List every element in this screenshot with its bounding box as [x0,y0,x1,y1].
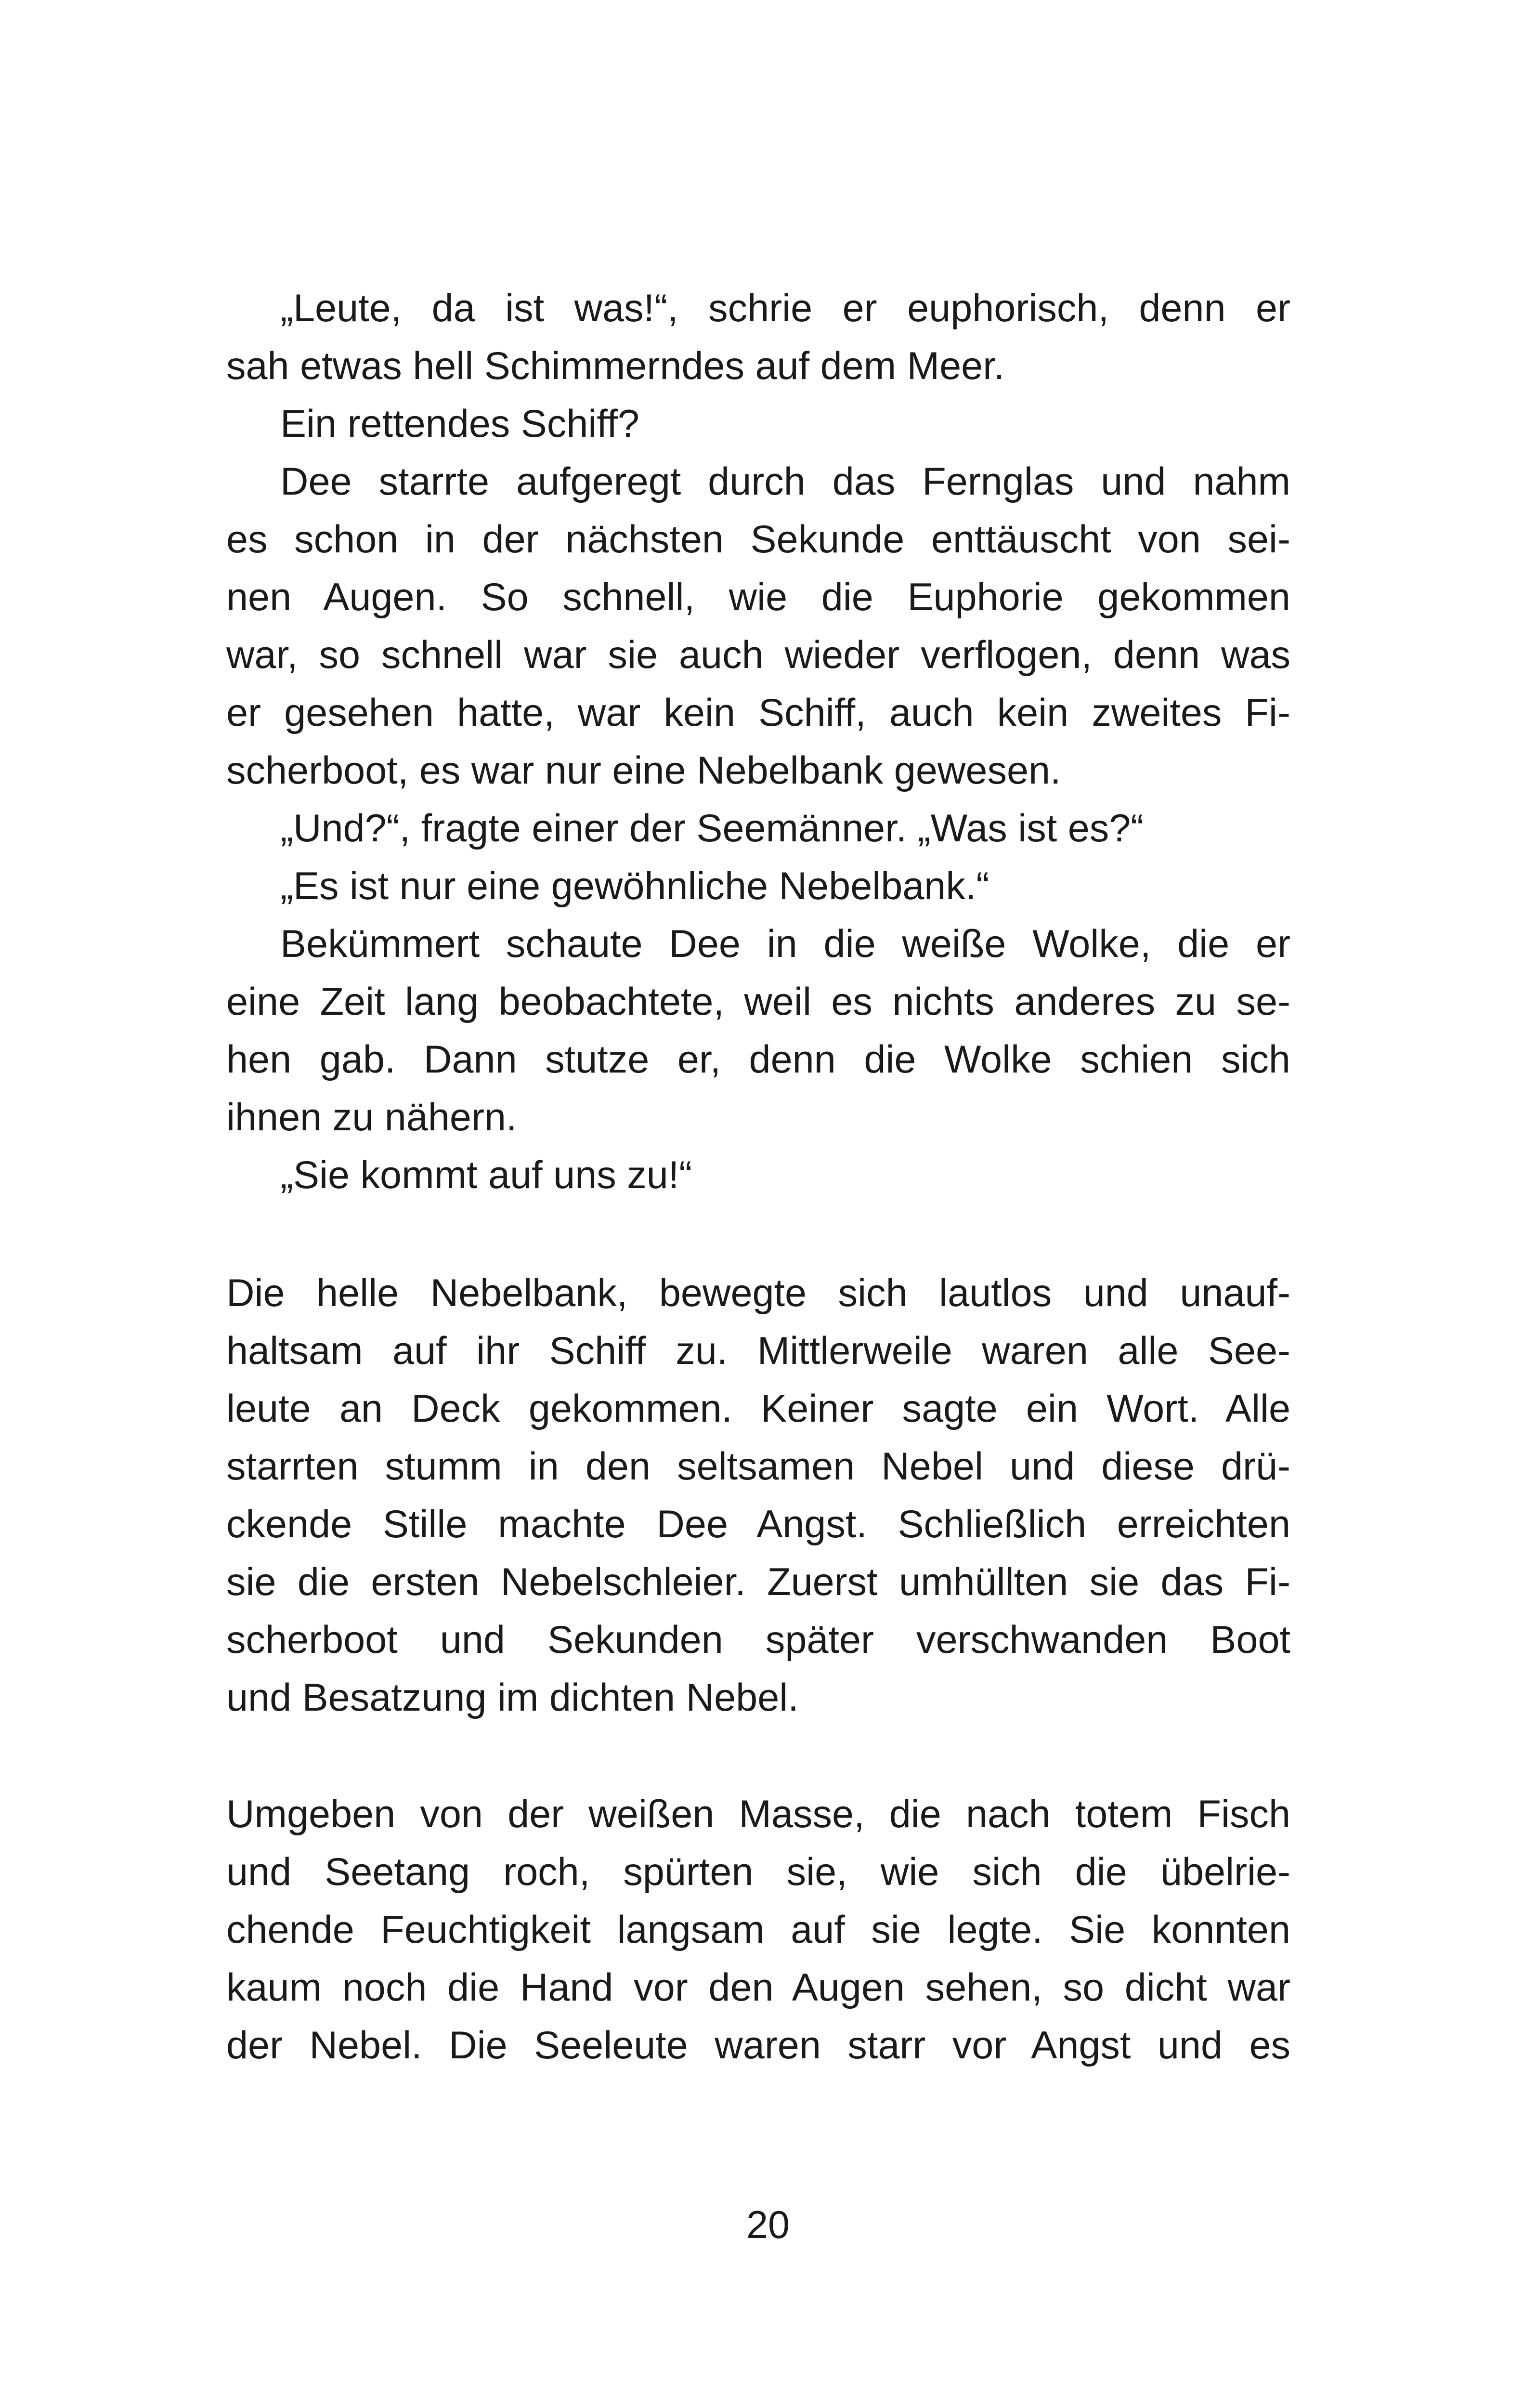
text-line: Umgeben von der weißen Masse, die nach totem Fisch [226,1793,1290,1836]
text-line: leute an Deck gekommen. Keiner sagte ein Wort. Alle [226,1387,1290,1430]
text-line: nen Augen. So schnell, wie die Euphorie gekommen [226,576,1290,619]
text-line: es schon in der nächsten Sekunde enttäuscht von sei- [226,518,1290,561]
text-line: scherboot und Sekunden später verschwanden Boot [226,1618,1290,1662]
text-line: war, so schnell war sie auch wieder verflogen, denn was [226,633,1290,677]
section-3 [226,1785,1290,2074]
text-line: chende Feuchtigkeit langsam auf sie legte. Sie konnten [226,1908,1290,1951]
text-line: der Nebel. Die Seeleute waren starr vor Angst und es [226,2024,1290,2067]
text-line: „Leute, da ist was!“, schrie er euphorisch, denn er [280,287,1290,330]
text-line: und Seetang roch, spürten sie, wie sich die übelrie- [226,1850,1290,1894]
section-2 [226,1264,1290,1727]
text-line: er gesehen hatte, war kein Schiff, auch kein zweites Fi- [226,691,1290,734]
text-line: hen gab. Dann stutze er, denn die Wolke schien sich [226,1038,1290,1081]
text-line: Ein rettendes Schiff? [280,402,639,445]
text-line: „Es ist nur eine gewöhnliche Nebelbank.“ [280,864,989,908]
text-line: „Und?“, fragte einer der Seemänner. „Was ist es?“ [280,807,1144,850]
page-number: 20 [746,2203,790,2247]
text-line: „Sie kommt auf uns zu!“ [280,1153,692,1197]
text-line: haltsam auf ihr Schiff zu. Mittlerweile waren alle See- [226,1329,1290,1373]
text-line: Die helle Nebelbank, bewegte sich lautlos und unauf- [226,1271,1290,1315]
text-line: eine Zeit lang beobachtete, weil es nichts anderes zu se- [226,980,1290,1023]
text-line: scherboot, es war nur eine Nebelbank gewesen. [226,749,1061,792]
text-line: und Besatzung im dichten Nebel. [226,1676,799,1719]
text-line: starrten stumm in den seltsamen Nebel und diese drü- [226,1445,1290,1488]
text-line: kaum noch die Hand vor den Augen sehen, so dicht war [226,1966,1290,2009]
section-1 [226,279,1290,1204]
text-line: sah etwas hell Schimmerndes auf dem Meer. [226,344,1005,388]
text-line: ihnen zu nähern. [226,1096,517,1139]
text-line: Dee starrte aufgeregt durch das Fernglas und nahm [280,460,1290,503]
text-line: Bekümmert schaute Dee in die weiße Wolke, die er [280,922,1290,966]
text-line: sie die ersten Nebelschleier. Zuerst umhüllten sie das Fi- [226,1560,1290,1604]
text-line: ckende Stille machte Dee Angst. Schließlich erreichten [226,1503,1290,1546]
